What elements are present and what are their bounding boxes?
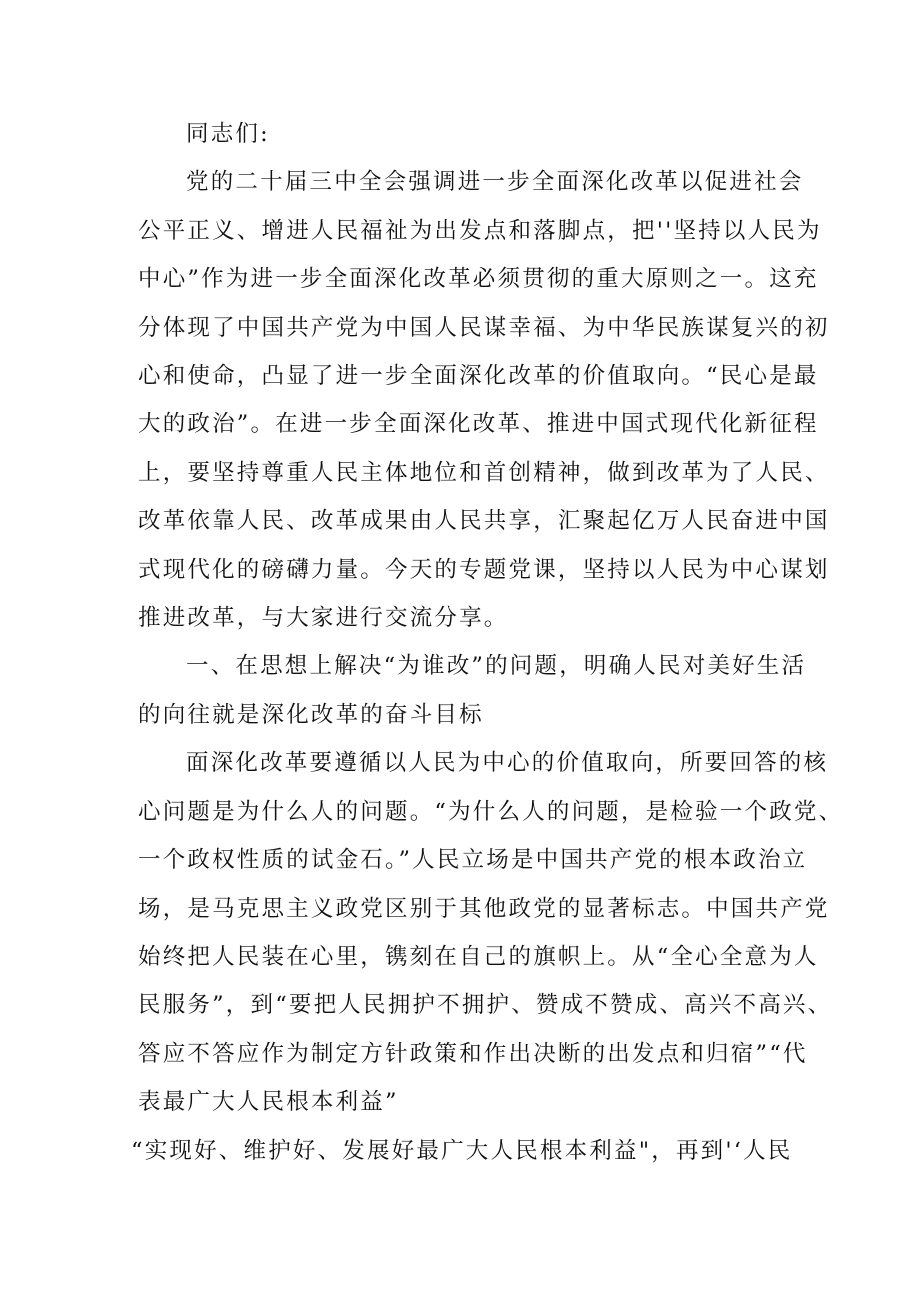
greeting-text: 同志们: bbox=[186, 121, 270, 147]
paragraph-section-1 bbox=[138, 739, 844, 1126]
paragraph-line: 面深化改革要遵循以人民为中心的价值取向，所要回答的核 bbox=[186, 750, 829, 777]
paragraph-line: 场，是马克思主义政党区别于其他政党的显著标志。中国共产党 bbox=[138, 895, 830, 922]
paragraph-line: 党的二十届三中全会强调进一步全面深化改革以促进社会 bbox=[186, 169, 804, 196]
paragraph-line: 心问题是为什么人的问题。“为什么人的问题，是检验一个政党、 bbox=[138, 798, 844, 825]
heading-line: 的向往就是深化改革的奋斗目标 bbox=[138, 701, 484, 728]
paragraph-line: 公平正义、增进人民福祉为出发点和落脚点，把''坚持以人民为 bbox=[138, 217, 822, 244]
paragraph-line: 一个政权性质的试金石。”人民立场是中国共产党的根本政治立 bbox=[138, 847, 808, 874]
greeting bbox=[138, 110, 788, 158]
paragraph-line: 中心”作为进一步全面深化改革必须贯彻的重大原则之一。这充 bbox=[138, 266, 819, 293]
paragraph-line: 上，要坚持尊重人民主体地位和首创精神，做到改革为了人民、 bbox=[138, 459, 830, 486]
paragraph-line: 改革依靠人民、改革成果由人民共享，汇聚起亿万人民奋进中国 bbox=[138, 508, 830, 535]
paragraph-line: 始终把人民装在心里，镌刻在自己的旗帜上。从“全心全意为人 bbox=[138, 943, 819, 970]
heading-line: 一、在思想上解决“为谁改”的问题，明确人民对美好生活 bbox=[186, 653, 807, 680]
trailing-line-text: “实现好、维护好、发展好最广大人民根本利益"，再到'‘人民 bbox=[131, 1137, 793, 1164]
paragraph-intro bbox=[138, 158, 830, 642]
section-heading-1 bbox=[138, 642, 807, 739]
paragraph-line: 分体现了中国共产党为中国人民谋幸福、为中华民族谋复兴的初 bbox=[138, 314, 830, 341]
paragraph-line: 式现代化的磅礴力量。今天的专题党课，坚持以人民为中心谋划 bbox=[138, 556, 830, 583]
paragraph-line: 推进改革，与大家进行交流分享。 bbox=[138, 605, 509, 632]
paragraph-line: 答应不答应作为制定方针政策和作出决断的出发点和归宿”“代 bbox=[138, 1040, 808, 1067]
paragraph-line: 民服务”，到“要把人民拥护不拥护、赞成不赞成、高兴不高兴、 bbox=[138, 992, 833, 1019]
paragraph-line: 心和使命，凸显了进一步全面深化改革的价值取向。“民心是最 bbox=[138, 363, 819, 390]
paragraph-line: 表最广大人民根本利益” bbox=[138, 1089, 399, 1116]
document-body bbox=[131, 110, 844, 1175]
trailing-line bbox=[131, 1127, 793, 1175]
paragraph-line: 大的政治”。在进一步全面深化改革、推进中国式现代化新征程 bbox=[138, 411, 819, 438]
